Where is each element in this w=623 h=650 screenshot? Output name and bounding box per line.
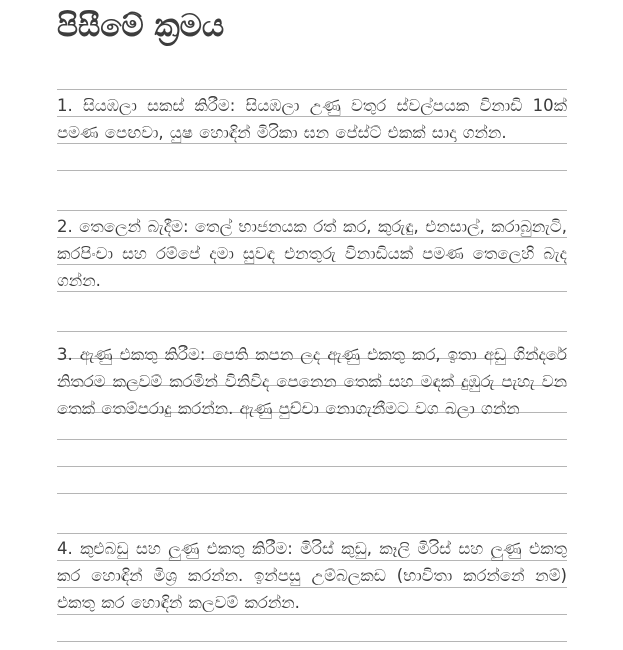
ruled-line xyxy=(57,493,567,494)
step-4-text: 4. කුළුබඩු සහ ලුණු එකතු කිරීම: මිරිස් කුඩු, කෑලි මිරිස් සහ ලුණු එකතු කර හොඳින් මිශ්‍ර කරන්න. ඉන්පසු උම්බලකඩ (භාවිතා කරන්නේ නම්) එකතු කර හොඳින් කලවම් කරන්න. xyxy=(57,539,567,612)
ruled-line xyxy=(57,89,567,90)
step-1-text: 1. සියඹලා සකස් කිරීම: සියඹලා උණු වතුර ස්වල්පයක විනාඩි 10ක් පමණ පෙඟවා, යුෂ හොඳින් මිරිකා ඝන පේස්ට් එකක් සාදා ගන්න. xyxy=(57,96,567,142)
page-title: පිසීමේ ක්‍රමය xyxy=(57,8,225,44)
ruled-line xyxy=(57,533,567,534)
ruled-line xyxy=(57,331,567,332)
ruled-line xyxy=(57,170,567,171)
ruled-line xyxy=(57,210,567,211)
ruled-line xyxy=(57,439,567,440)
ruled-line xyxy=(57,466,567,467)
ruled-line xyxy=(57,641,567,642)
step-3-text: 3. ඇණු එකතු කිරීම: පෙති කපන ලද ඇණු එකතු කර, ඉතා අඩු ගින්දරේ නිතරම කලවම් කරමින් විනිවිද පෙනෙන තෙක් සහ මඳක් දුඹුරු පැහැ වන තෙක් තෙම්පරාදු කරන්න. ඇණු පුච්චා නොගැනීමට වග බලා ගන්න xyxy=(57,345,567,418)
step-2-text: 2. තෙලෙන් බැදීම: තෙල් භාජනයක රත් කර, කුරුඳු, එනසාල්, කරාබුනැටි, කරපිංචා සහ රම්පේ දමා සුවඳ එනතුරු විනාඩියක් පමණ තෙලෙහි බැද ගන්න. xyxy=(57,217,567,290)
